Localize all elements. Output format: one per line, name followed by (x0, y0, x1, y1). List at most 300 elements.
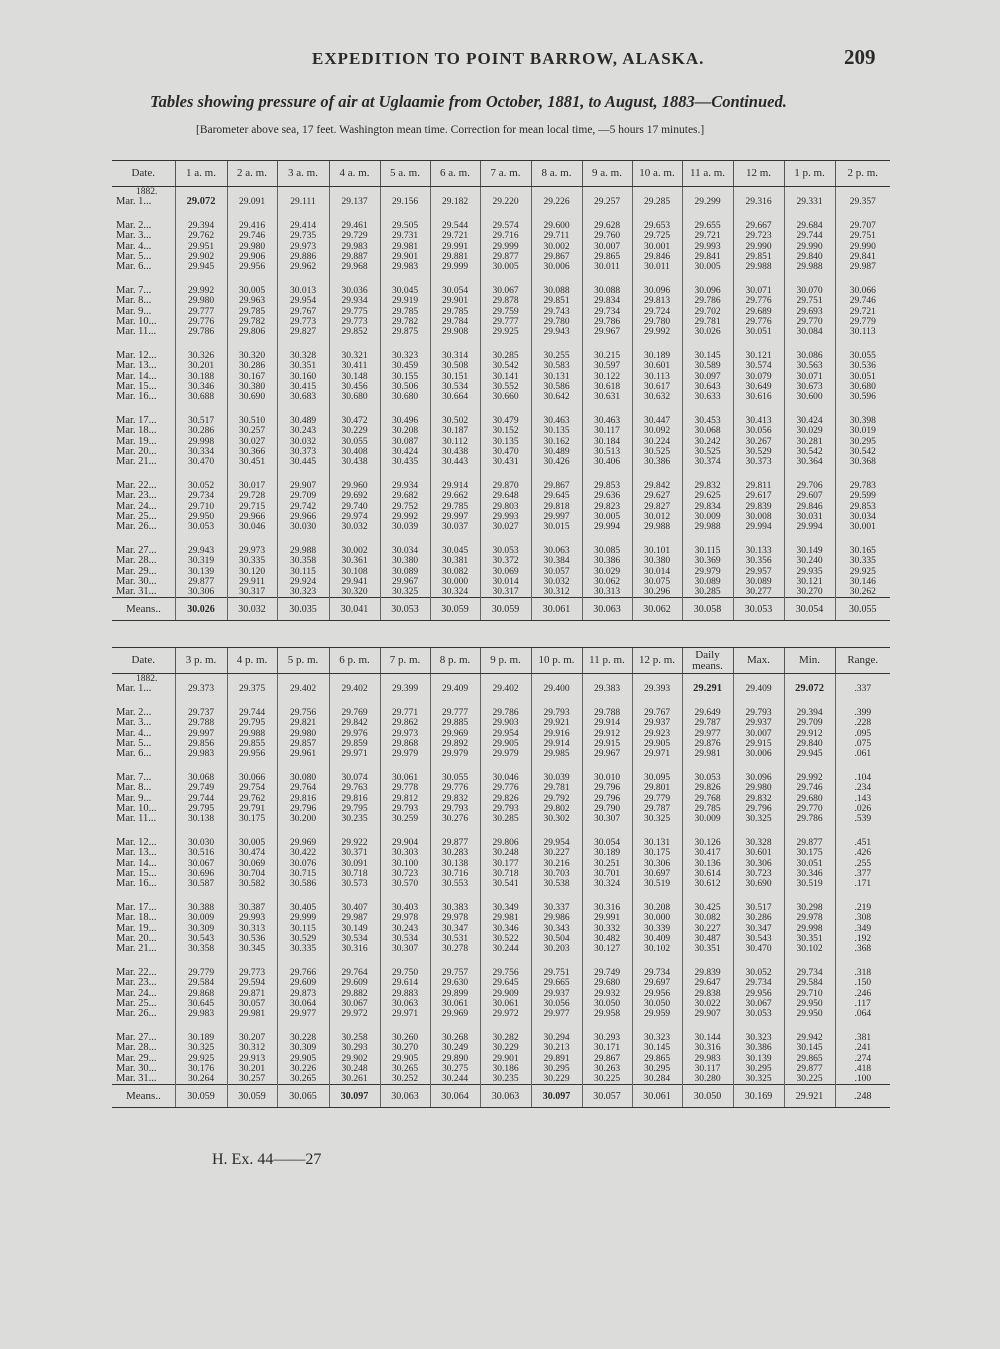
pressure-value-cell: 30.306 (175, 587, 227, 598)
pressure-value-cell: 29.645 (480, 978, 531, 988)
table-row (112, 447, 890, 457)
pressure-value-cell: 30.235 (329, 814, 380, 824)
pressure-value-cell: 29.907 (682, 1009, 733, 1019)
pressure-value-cell: 30.227 (531, 848, 582, 858)
pressure-value-cell: 29.862 (380, 718, 430, 728)
pressure-value-cell: 29.775 (329, 307, 380, 317)
pressure-value-cell: 29.647 (682, 978, 733, 988)
table-row (112, 729, 890, 739)
pressure-value-cell: 30.487 (682, 934, 733, 944)
pressure-value-cell: 29.972 (329, 1009, 380, 1019)
pressure-value-cell: 30.082 (682, 913, 733, 923)
date-cell: Mar. 30... (116, 1063, 157, 1074)
date-cell: Mar. 17... (116, 415, 157, 427)
hour-column-header: 6 p. m. (329, 648, 380, 674)
pressure-value-cell: 30.061 (430, 999, 480, 1009)
pressure-value-cell: 29.770 (784, 317, 835, 327)
pressure-value-cell: 29.992 (632, 327, 682, 337)
date-cell: Mar. 21... (116, 944, 157, 955)
pressure-value-cell: 29.873 (277, 989, 329, 999)
pressure-value-cell: 29.734 (632, 954, 682, 978)
pressure-value-cell: 30.403 (380, 889, 430, 913)
pressure-value-cell: 30.270 (784, 587, 835, 598)
pressure-value-cell: 30.228 (277, 1019, 329, 1043)
pressure-value-cell: 30.263 (582, 1064, 632, 1074)
pressure-value-cell: 29.993 (227, 913, 277, 923)
pressure-value-cell: 29.925 (175, 1054, 227, 1064)
pressure-value-cell: 29.914 (430, 467, 480, 491)
pressure-value-cell: 29.752 (380, 502, 430, 512)
mean-value-cell: 30.061 (531, 598, 582, 621)
pressure-value-cell: 29.709 (784, 718, 835, 728)
pressure-value-cell: 29.787 (632, 804, 682, 814)
pressure-value-cell: 30.293 (329, 1043, 380, 1053)
pressure-value-cell: .150 (835, 978, 890, 988)
pressure-value-cell: 29.776 (480, 783, 531, 793)
pressure-value-cell: 29.881 (430, 252, 480, 262)
pressure-value-cell: 29.912 (582, 729, 632, 739)
pressure-value-cell: 30.347 (430, 924, 480, 934)
mean-value-cell: 30.062 (632, 598, 682, 621)
pressure-value-cell: 30.248 (480, 848, 531, 858)
pressure-value-cell: 29.801 (632, 783, 682, 793)
hour-column-header: 7 a. m. (480, 161, 531, 187)
pressure-value-cell: 30.145 (632, 1043, 682, 1053)
pressure-value-cell: 29.865 (582, 252, 632, 262)
pressure-value-cell: 29.978 (784, 913, 835, 923)
pressure-value-cell: 29.781 (531, 783, 582, 793)
date-cell: Mar. 7... (116, 285, 152, 297)
pressure-value-cell: 30.002 (531, 242, 582, 252)
pressure-value-cell: 29.796 (277, 804, 329, 814)
pressure-value-cell: 29.734 (175, 491, 227, 501)
pressure-value-cell: 29.780 (632, 317, 682, 327)
pressure-value-cell: 30.552 (480, 382, 531, 392)
hour-column-header: 9 a. m. (582, 161, 632, 187)
pressure-value-cell: 29.786 (682, 296, 733, 306)
pressure-value-cell: 29.943 (175, 532, 227, 556)
pressure-value-cell: 29.291 (682, 684, 733, 694)
pressure-value-cell: 29.901 (380, 252, 430, 262)
date-cell: Mar. 17... (116, 902, 157, 914)
pressure-value-cell: 30.413 (733, 402, 784, 426)
table-row (112, 889, 890, 913)
pressure-value-cell: 29.806 (480, 824, 531, 848)
pressure-value-cell: 30.321 (329, 337, 380, 361)
pressure-value-cell: 30.022 (682, 999, 733, 1009)
pressure-value-cell: 29.934 (329, 296, 380, 306)
pressure-value-cell: 30.586 (277, 879, 329, 889)
pressure-value-cell: 29.976 (329, 729, 380, 739)
pressure-value-cell: 29.967 (380, 577, 430, 587)
pressure-value-cell: 30.145 (784, 1043, 835, 1053)
pressure-value-cell: 29.091 (227, 197, 277, 207)
pressure-value-cell: 30.307 (582, 814, 632, 824)
pressure-value-cell: 29.971 (632, 749, 682, 759)
pressure-value-cell: 29.762 (175, 231, 227, 241)
pressure-value-cell: 29.838 (682, 989, 733, 999)
pressure-value-cell: 30.075 (632, 577, 682, 587)
pressure-value-cell: 29.937 (531, 989, 582, 999)
pressure-value-cell: 30.045 (430, 532, 480, 556)
pressure-value-cell: .381 (835, 1019, 890, 1043)
pressure-value-cell: 29.901 (430, 296, 480, 306)
pressure-value-cell: 30.096 (682, 272, 733, 296)
pressure-value-cell: 30.135 (480, 437, 531, 447)
pressure-value-cell: 29.997 (531, 512, 582, 522)
pressure-value-cell: 30.053 (480, 532, 531, 556)
pressure-value-cell: 30.307 (380, 944, 430, 954)
date-cell: Mar. 3... (116, 231, 152, 242)
pressure-value-cell: 30.596 (835, 392, 890, 402)
pressure-value-cell: 30.088 (531, 272, 582, 296)
pressure-value-cell: 30.277 (733, 587, 784, 598)
pressure-value-cell: 30.325 (632, 814, 682, 824)
pressure-value-cell: 29.890 (430, 1054, 480, 1064)
hour-column-header: 5 a. m. (380, 161, 430, 187)
pressure-value-cell: 30.015 (531, 522, 582, 532)
table-row (112, 1074, 890, 1085)
pressure-value-cell: 29.997 (175, 729, 227, 739)
means-row (112, 1085, 890, 1108)
pressure-value-cell: 29.394 (175, 207, 227, 231)
pressure-value-cell: 30.131 (531, 372, 582, 382)
date-cell: Mar. 24... (116, 501, 157, 512)
pressure-value-cell: 29.220 (480, 197, 531, 207)
pressure-value-cell: 29.779 (175, 954, 227, 978)
pressure-value-cell: 30.149 (329, 924, 380, 934)
pressure-value-cell: 30.617 (632, 382, 682, 392)
pressure-value-cell: 30.240 (784, 556, 835, 566)
pressure-value-cell: 29.842 (329, 718, 380, 728)
pressure-value-cell: 29.841 (682, 252, 733, 262)
blank-cell (277, 187, 329, 198)
table-row (112, 859, 890, 869)
pressure-value-cell: 30.690 (733, 879, 784, 889)
pressure-value-cell: 30.282 (480, 1019, 531, 1043)
pressure-value-cell: 29.971 (380, 1009, 430, 1019)
pressure-value-cell: 30.029 (582, 567, 632, 577)
pressure-value-cell: 29.795 (329, 804, 380, 814)
hour-column-header: Min. (784, 648, 835, 674)
date-cell: Mar. 27... (116, 545, 157, 557)
pressure-value-cell: 30.135 (531, 426, 582, 436)
pressure-value-cell: 30.069 (227, 859, 277, 869)
pressure-value-cell: 30.317 (480, 587, 531, 598)
date-cell: Mar. 6... (116, 262, 152, 273)
pressure-value-cell: 29.997 (430, 512, 480, 522)
pressure-value-cell: 29.882 (329, 989, 380, 999)
pressure-value-cell: 29.697 (632, 978, 682, 988)
hour-column-header: 2 p. m. (835, 161, 890, 187)
mean-value-cell: 30.032 (227, 598, 277, 621)
mean-value-cell: 30.059 (430, 598, 480, 621)
blank-cell (582, 187, 632, 198)
pressure-value-cell: 30.295 (733, 1064, 784, 1074)
pressure-value-cell: 29.914 (582, 718, 632, 728)
pressure-value-cell: 30.252 (380, 1074, 430, 1085)
pressure-value-cell: 30.422 (277, 848, 329, 858)
pressure-value-cell: 30.316 (582, 889, 632, 913)
date-cell: Mar. 11... (116, 327, 157, 338)
pressure-value-cell: 29.868 (175, 989, 227, 999)
pressure-value-cell: 30.005 (227, 272, 277, 296)
pressure-value-cell: 30.050 (632, 999, 682, 1009)
pressure-value-cell: 30.380 (632, 556, 682, 566)
pressure-value-cell: 30.281 (784, 437, 835, 447)
blank-cell (329, 674, 380, 685)
pressure-value-cell: 30.697 (632, 869, 682, 879)
hour-column-header: 12 p. m. (632, 648, 682, 674)
pressure-value-cell: 30.112 (430, 437, 480, 447)
pressure-value-cell: 29.979 (380, 749, 430, 759)
pressure-value-cell: .368 (835, 944, 890, 954)
pressure-value-cell: 30.323 (277, 587, 329, 598)
pressure-value-cell: 30.000 (430, 577, 480, 587)
pressure-value-cell: 29.867 (531, 467, 582, 491)
mean-value-cell: 30.059 (175, 1085, 227, 1108)
pressure-value-cell: 29.373 (175, 684, 227, 694)
table-row (112, 924, 890, 934)
pressure-value-cell: 29.402 (329, 684, 380, 694)
pressure-value-cell: 30.489 (531, 447, 582, 457)
pressure-value-cell: 29.985 (531, 749, 582, 759)
blank-cell (733, 187, 784, 198)
pressure-value-cell: 30.358 (175, 944, 227, 954)
date-cell: Mar. 1... (116, 197, 152, 207)
pressure-value-cell: 30.587 (175, 879, 227, 889)
pressure-value-cell: 29.780 (531, 317, 582, 327)
pressure-value-cell: 30.319 (175, 556, 227, 566)
table-row (112, 848, 890, 858)
blank-cell (682, 674, 733, 685)
date-cell: Mar. 11... (116, 814, 157, 825)
pressure-value-cell: 29.902 (175, 252, 227, 262)
pressure-value-cell: 30.113 (632, 372, 682, 382)
pressure-value-cell: 29.786 (784, 814, 835, 824)
pressure-value-cell: 30.529 (277, 934, 329, 944)
pressure-value-cell: 30.325 (733, 814, 784, 824)
pressure-value-cell: 29.111 (277, 197, 329, 207)
pressure-value-cell: 30.316 (682, 1043, 733, 1053)
date-cell: Mar. 14... (116, 858, 157, 869)
pressure-value-cell: 29.827 (632, 502, 682, 512)
pressure-value-cell: 29.842 (632, 467, 682, 491)
pressure-value-cell: 29.744 (175, 794, 227, 804)
pressure-value-cell: 30.006 (733, 749, 784, 759)
pressure-value-cell: 29.852 (329, 327, 380, 337)
table-row (112, 532, 890, 556)
table-row (112, 491, 890, 501)
hour-column-header: 10 a. m. (632, 161, 682, 187)
means-row (112, 598, 890, 621)
pressure-value-cell: 29.902 (329, 1054, 380, 1064)
pressure-value-cell: 30.618 (582, 382, 632, 392)
pressure-value-cell: 29.853 (835, 502, 890, 512)
pressure-value-cell: 29.821 (277, 718, 329, 728)
table-row (112, 1064, 890, 1074)
pressure-value-cell: 30.067 (733, 999, 784, 1009)
pressure-value-cell: 30.115 (682, 532, 733, 556)
pressure-value-cell: 29.600 (531, 207, 582, 231)
hour-column-header: 5 p. m. (277, 648, 329, 674)
date-cell: Mar. 14... (116, 371, 157, 382)
pressure-value-cell: 29.988 (277, 532, 329, 556)
table-row (112, 989, 890, 999)
pressure-value-cell: 29.978 (380, 913, 430, 923)
pressure-value-cell: 30.148 (329, 372, 380, 382)
pressure-value-cell: 30.155 (380, 372, 430, 382)
pressure-value-cell: 29.875 (380, 327, 430, 337)
pressure-value-cell: 30.061 (380, 759, 430, 783)
pressure-value-cell: 30.115 (277, 924, 329, 934)
pressure-value-cell: .349 (835, 924, 890, 934)
pressure-value-cell: 29.963 (227, 296, 277, 306)
pressure-value-cell: 29.867 (582, 1054, 632, 1064)
pressure-value-cell: 29.649 (682, 694, 733, 718)
pressure-value-cell: 30.536 (227, 934, 277, 944)
table-row (112, 242, 890, 252)
blank-cell (582, 674, 632, 685)
pressure-value-cell: 30.380 (380, 556, 430, 566)
pressure-value-cell: 30.032 (277, 437, 329, 447)
table-row (112, 1019, 890, 1043)
pressure-value-cell: 29.750 (380, 954, 430, 978)
pressure-value-cell: 30.364 (784, 457, 835, 467)
pressure-value-cell: 29.617 (733, 491, 784, 501)
pressure-value-cell: 29.776 (175, 317, 227, 327)
table-row (112, 327, 890, 337)
pressure-value-cell: 29.832 (682, 467, 733, 491)
pressure-value-cell: 30.056 (733, 426, 784, 436)
pressure-value-cell: 30.187 (430, 426, 480, 436)
pressure-value-cell: 30.138 (175, 814, 227, 824)
table-title: Tables showing pressure of air at Uglaamie from October, 1881, to August, 1883—Continued. (150, 92, 787, 111)
pressure-value-cell: 30.131 (632, 824, 682, 848)
table-row (112, 437, 890, 447)
pressure-value-cell: 30.542 (480, 361, 531, 371)
pressure-value-cell: 30.257 (227, 1074, 277, 1085)
pressure-value-cell: 30.088 (582, 272, 632, 296)
pressure-value-cell: 30.701 (582, 869, 632, 879)
pressure-value-cell: 30.456 (329, 382, 380, 392)
pressure-value-cell: 30.227 (682, 924, 733, 934)
pressure-value-cell: 30.037 (430, 522, 480, 532)
pressure-value-cell: 29.978 (430, 913, 480, 923)
pressure-value-cell: 29.886 (277, 252, 329, 262)
pressure-value-cell: 29.983 (380, 262, 430, 272)
pressure-value-cell: 29.811 (733, 467, 784, 491)
pressure-value-cell: 29.954 (531, 824, 582, 848)
running-title: EXPEDITION TO POINT BARROW, ALASKA. (312, 49, 705, 68)
table-row (112, 457, 890, 467)
date-cell: Mar. 26... (116, 522, 157, 533)
pressure-value-cell: 30.633 (682, 392, 733, 402)
pressure-value-cell: 30.265 (277, 1074, 329, 1085)
pressure-value-cell: 29.796 (582, 794, 632, 804)
pressure-value-cell: 30.071 (733, 272, 784, 296)
pressure-value-cell: 29.856 (175, 739, 227, 749)
pressure-value-cell: 30.589 (682, 361, 733, 371)
pressure-value-cell: 29.816 (277, 794, 329, 804)
pressure-value-cell: 29.702 (682, 307, 733, 317)
table-row (112, 1009, 890, 1019)
table-row (112, 252, 890, 262)
pressure-value-cell: 29.919 (380, 296, 430, 306)
pressure-value-cell: 29.790 (582, 804, 632, 814)
table-row (112, 361, 890, 371)
pressure-value-cell: 29.999 (430, 262, 480, 272)
pressure-value-cell: 30.262 (835, 587, 890, 598)
pressure-value-cell: 29.980 (227, 242, 277, 252)
pressure-value-cell: 30.600 (784, 392, 835, 402)
pressure-value-cell: 30.425 (682, 889, 733, 913)
pressure-value-cell: 30.314 (430, 337, 480, 361)
pressure-value-cell: 30.372 (480, 556, 531, 566)
table-row (112, 749, 890, 759)
pressure-value-cell: 30.723 (380, 869, 430, 879)
pressure-value-cell: 29.776 (733, 317, 784, 327)
pressure-value-cell: 29.584 (175, 978, 227, 988)
pressure-value-cell: 30.010 (582, 759, 632, 783)
pressure-value-cell: 30.582 (227, 879, 277, 889)
date-cell: Mar. 3... (116, 718, 152, 729)
table-row (112, 382, 890, 392)
pressure-value-cell: 29.786 (175, 327, 227, 337)
table-row (112, 296, 890, 306)
pressure-value-cell: 29.981 (380, 242, 430, 252)
pressure-value-cell: 30.339 (632, 924, 682, 934)
pressure-value-cell: 29.680 (784, 794, 835, 804)
pressure-value-cell: 29.987 (329, 913, 380, 923)
pressure-value-cell: 29.998 (175, 437, 227, 447)
table-row (112, 913, 890, 923)
pressure-value-cell: 30.405 (277, 889, 329, 913)
pressure-value-cell: 29.331 (784, 197, 835, 207)
pressure-value-cell: 30.474 (227, 848, 277, 858)
pressure-value-cell: 30.145 (682, 337, 733, 361)
pressure-value-cell: 30.057 (227, 999, 277, 1009)
pressure-value-cell: 29.803 (480, 502, 531, 512)
date-cell: Mar. 26... (116, 1009, 157, 1020)
pressure-value-cell: 30.092 (632, 426, 682, 436)
pressure-value-cell: 29.746 (227, 231, 277, 241)
pressure-value-cell: 29.973 (227, 532, 277, 556)
pressure-value-cell: 30.285 (480, 814, 531, 824)
pressure-value-cell: 29.969 (430, 729, 480, 739)
pressure-value-cell: 30.516 (175, 848, 227, 858)
pressure-value-cell: 30.055 (430, 759, 480, 783)
pressure-value-cell: 30.226 (277, 1064, 329, 1074)
pressure-value-cell: 30.113 (835, 327, 890, 337)
pressure-value-cell: 30.255 (531, 337, 582, 361)
pressure-value-cell: 30.215 (582, 337, 632, 361)
pressure-value-cell: .104 (835, 759, 890, 783)
pressure-value-cell: 30.543 (175, 934, 227, 944)
pressure-value-cell: 30.673 (784, 382, 835, 392)
pressure-value-cell: 29.760 (582, 231, 632, 241)
blank-cell (430, 674, 480, 685)
mean-value-cell: 30.055 (835, 598, 890, 621)
pressure-value-cell: 30.064 (277, 999, 329, 1009)
pressure-value-cell: 30.213 (531, 1043, 582, 1053)
pressure-value-cell: 30.086 (784, 337, 835, 361)
pressure-value-cell: 30.165 (835, 532, 890, 556)
pressure-value-cell: 30.051 (733, 327, 784, 337)
pressure-value-cell: 30.574 (733, 361, 784, 371)
hour-column-header: 9 p. m. (480, 648, 531, 674)
mean-value-cell: 30.057 (582, 1085, 632, 1108)
